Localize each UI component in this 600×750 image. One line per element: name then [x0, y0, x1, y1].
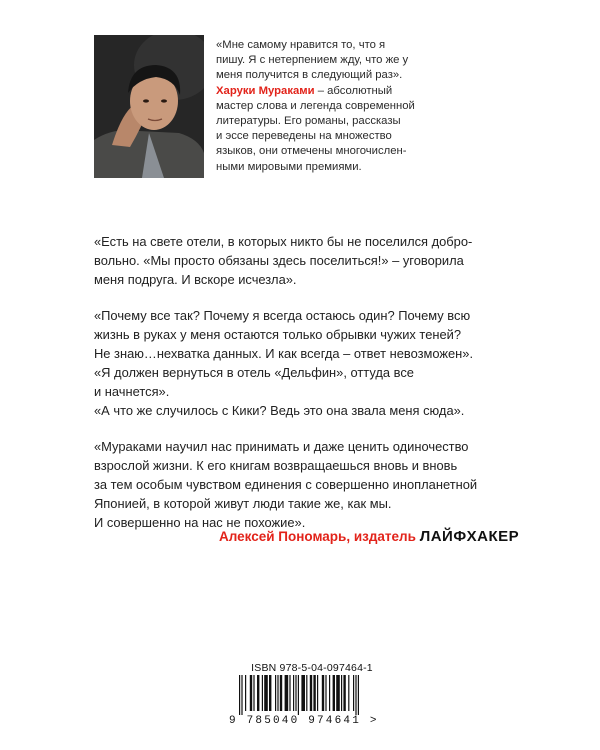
barcode-bar — [239, 675, 240, 715]
bio-after-name: – абсолютный — [314, 84, 393, 97]
blurb-paragraph-3 — [94, 437, 524, 532]
barcode-bar — [355, 675, 356, 715]
author-photo — [94, 35, 204, 178]
barcode-bar — [348, 675, 349, 711]
barcode-bar — [313, 675, 315, 711]
reviewer-name: Алексей Пономарь, издатель — [219, 529, 416, 544]
barcode-bar — [333, 675, 335, 711]
barcode-bars — [229, 675, 395, 715]
barcode-bar — [250, 675, 252, 711]
barcode-bar — [269, 675, 271, 711]
author-name: Харуки Мураками — [216, 84, 315, 97]
barcode-bar — [310, 675, 312, 711]
bio-line: языков, они отмечены многочислен- — [216, 145, 407, 158]
bio-line: литературы. Его романы, рассказы — [216, 115, 401, 128]
barcode-bar — [285, 675, 289, 711]
barcode-bar — [253, 675, 254, 711]
blurb-line: «Мураками научил нас принимать и даже ценить одиночество — [94, 439, 469, 454]
barcode-bar — [257, 675, 259, 711]
blurb-line: «А что же случилось с Кики? Ведь это она звала меня сюда». — [94, 403, 465, 418]
barcode-bar — [293, 675, 294, 711]
barcode-bar — [277, 675, 278, 711]
blurb-line: «Почему все так? Почему я всегда остаюсь один? Почему всю — [94, 308, 471, 323]
bio-line: мастер слова и легенда современной — [216, 99, 415, 112]
blurb-line: взрослой жизни. К его книгам возвращаешься вновь и вновь — [94, 458, 458, 473]
blurb-paragraph-2 — [94, 306, 524, 420]
blurb-line: вольно. «Мы просто обязаны здесь поселиться!» – уговорила — [94, 253, 464, 268]
barcode-bar — [306, 675, 307, 711]
barcode-digits: 9 785040 974641 > — [229, 715, 379, 727]
review-credit — [219, 528, 519, 545]
blurb-line: и начнется». — [94, 384, 170, 399]
blurb-line: Японией, в которой живут люди такие же, как мы. — [94, 496, 392, 511]
blurb-line: за тем особым чувством единения с совершенно инопланетной — [94, 477, 478, 492]
isbn-number: ISBN 978-5-04-097464-1 — [251, 662, 373, 674]
barcode-bar — [343, 675, 345, 711]
blurb-line: меня подруга. И вскоре исчезла». — [94, 272, 297, 287]
book-blurb — [94, 232, 524, 532]
barcode-bar — [295, 675, 296, 711]
blurb-line: И совершенно на нас не похожие». — [94, 515, 306, 530]
author-portrait-image — [94, 35, 204, 178]
barcode-bar — [353, 675, 354, 711]
barcode-bar — [262, 675, 263, 711]
blurb-line: «Есть на свете отели, в которых никто бы не поселился добро- — [94, 234, 473, 249]
blurb-line: «Я должен вернуться в отель «Дельфин», оттуда все — [94, 365, 414, 380]
publisher-brand: ЛАЙФХАКЕР — [419, 528, 520, 545]
barcode-bar — [298, 675, 299, 715]
barcode-bar — [322, 675, 324, 711]
barcode-bar — [280, 675, 282, 711]
barcode-bar — [325, 675, 326, 711]
barcode-bar — [358, 675, 359, 715]
author-bio — [216, 38, 460, 175]
barcode-bar — [341, 675, 342, 711]
barcode-bar — [245, 675, 246, 711]
blurb-line: жизнь в руках у меня остаются только обрывки чужих теней? — [94, 327, 462, 342]
bio-quote-line: «Мне самому нравится то, что я — [216, 39, 386, 51]
blurb-paragraph-1 — [94, 232, 524, 289]
bio-line: ными мировыми премиями. — [216, 160, 362, 173]
isbn-barcode — [229, 662, 395, 726]
barcode-bar — [301, 675, 305, 711]
bio-quote-line: меня получится в следующий раз». — [216, 69, 403, 82]
barcode-bar — [317, 675, 318, 711]
bio-quote-line: пишу. Я с нетерпением жду, что же у — [216, 54, 409, 67]
bio-line: и эссе переведены на множество — [216, 130, 392, 143]
barcode-bar — [289, 675, 290, 711]
barcode-bar — [264, 675, 268, 711]
blurb-line: Не знаю…нехватка данных. И как всегда – ответ невозможен». — [94, 346, 474, 361]
barcode-bar — [336, 675, 340, 711]
barcode-bar — [241, 675, 242, 715]
barcode-bar — [329, 675, 330, 711]
barcode-bar — [275, 675, 276, 711]
